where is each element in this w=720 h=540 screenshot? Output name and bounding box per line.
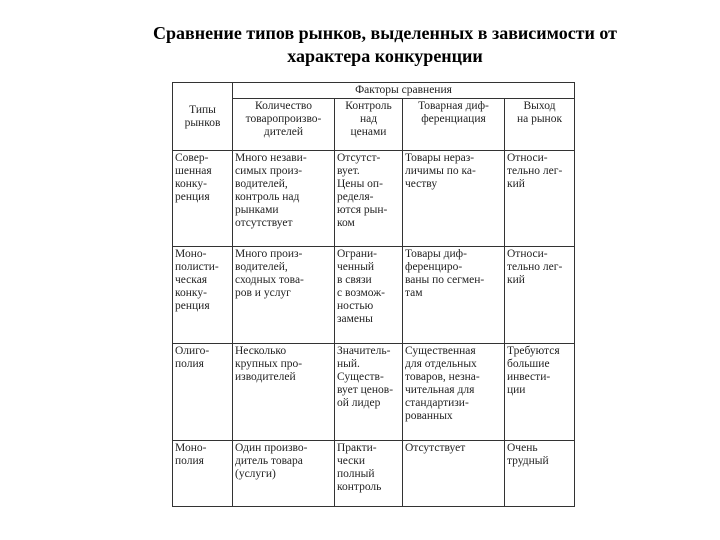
page-title	[90, 22, 680, 68]
cell-producers-count: Один произво- дитель товара (услуги)	[233, 441, 335, 507]
header-market-types: Типы рынков	[173, 83, 233, 151]
title-line-2: характера конкуренции	[287, 46, 483, 66]
table-row	[173, 247, 575, 344]
cell-price-control: Значитель- ный. Существ- вует ценов- ой лидер	[335, 344, 403, 441]
header-price-control: Контроль над ценами	[335, 99, 403, 151]
table-row	[173, 441, 575, 507]
cell-market-entry: Относи- тельно лег- кий	[505, 247, 575, 344]
cell-product-differentiation: Товары нераз- личимы по ка- честву	[403, 151, 505, 247]
cell-producers-count: Много незави- симых произ- водителей, контроль над рынками отсутствует	[233, 151, 335, 247]
header-row-columns	[173, 99, 575, 151]
header-market-entry: Выход на рынок	[505, 99, 575, 151]
cell-price-control: Ограни- ченный в связи с возмож- ностью замены	[335, 247, 403, 344]
market-comparison-table	[172, 82, 575, 507]
header-product-differentiation: Товарная диф- ференциация	[403, 99, 505, 151]
row-market-type: Моно- полия	[173, 441, 233, 507]
table-row	[173, 151, 575, 247]
cell-price-control: Практи- чески полный контроль	[335, 441, 403, 507]
header-row-group	[173, 83, 575, 99]
cell-market-entry: Очень трудный	[505, 441, 575, 507]
row-market-type: Совер- шенная конку- ренция	[173, 151, 233, 247]
cell-product-differentiation: Товары диф- ференциро- ваны по сегмен- там	[403, 247, 505, 344]
cell-product-differentiation: Отсутствует	[403, 441, 505, 507]
cell-market-entry: Требуются большие инвести- ции	[505, 344, 575, 441]
header-comparison-factors: Факторы сравнения	[233, 83, 575, 99]
title-line-1: Сравнение типов рынков, выделенных в зависимости от	[152, 23, 617, 43]
cell-product-differentiation: Существенная для отдельных товаров, незна- чительная для стандартизи- рованных	[403, 344, 505, 441]
header-producers-count: Количество товаропроизво- дителей	[233, 99, 335, 151]
cell-market-entry: Относи- тельно лег- кий	[505, 151, 575, 247]
table-row	[173, 344, 575, 441]
cell-price-control: Отсутст- вует. Цены оп- ределя- ются рын- ком	[335, 151, 403, 247]
cell-producers-count: Несколько крупных про- изводителей	[233, 344, 335, 441]
row-market-type: Олиго- полия	[173, 344, 233, 441]
cell-producers-count: Много произ- водителей, сходных това- ров и услуг	[233, 247, 335, 344]
row-market-type: Моно- полисти- ческая конку- ренция	[173, 247, 233, 344]
